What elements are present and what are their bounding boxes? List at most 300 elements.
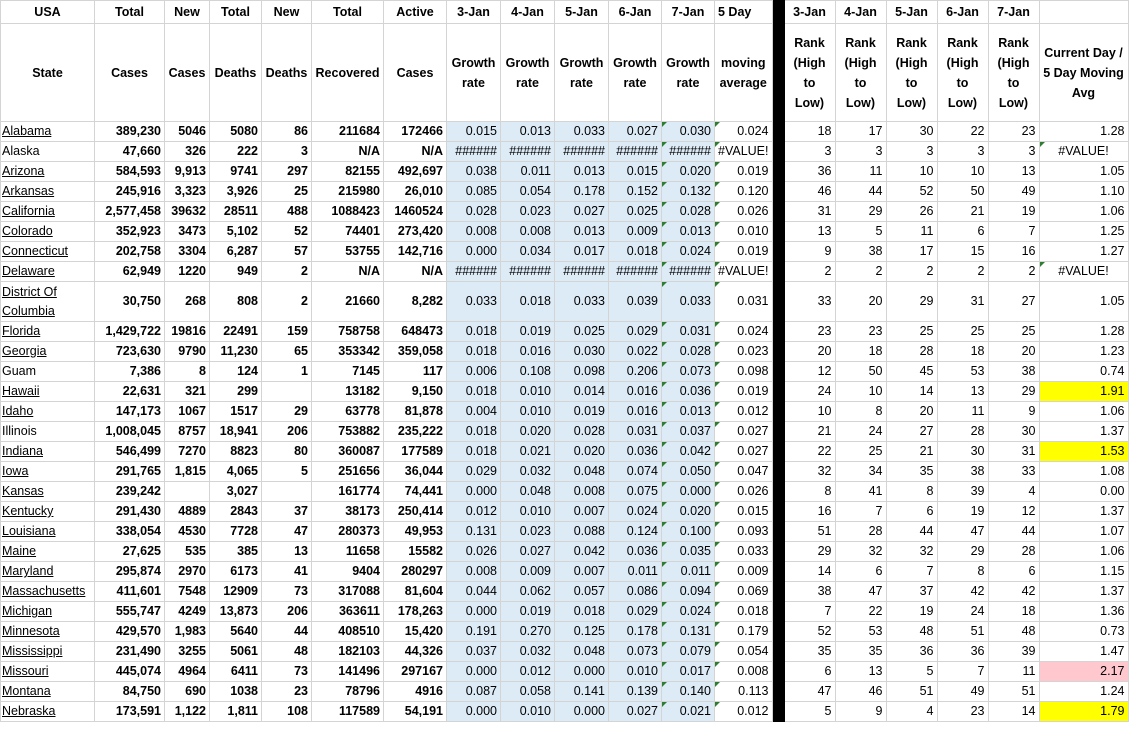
growth-rate-cell[interactable]: 0.011 bbox=[662, 562, 715, 582]
growth-rate-cell[interactable]: 0.013 bbox=[555, 222, 609, 242]
new-deaths-cell[interactable] bbox=[262, 382, 312, 402]
recovered-cell[interactable]: 753882 bbox=[312, 422, 384, 442]
rank-cell[interactable]: 23 bbox=[835, 322, 886, 342]
new-cases-cell[interactable]: 2970 bbox=[165, 562, 210, 582]
current-day-ratio-cell[interactable]: 1.06 bbox=[1039, 202, 1128, 222]
recovered-cell[interactable]: 215980 bbox=[312, 182, 384, 202]
rank-cell[interactable]: 10 bbox=[937, 162, 988, 182]
total-deaths-cell[interactable]: 1,811 bbox=[210, 702, 262, 722]
growth-rate-cell[interactable]: 0.124 bbox=[609, 522, 662, 542]
growth-rate-cell[interactable]: 0.088 bbox=[555, 522, 609, 542]
rank-cell[interactable]: 17 bbox=[835, 122, 886, 142]
header-bottom-cell[interactable]: Rank (High to Low) bbox=[886, 24, 937, 122]
growth-rate-cell[interactable]: 0.022 bbox=[609, 342, 662, 362]
active-cases-cell[interactable]: 273,420 bbox=[384, 222, 447, 242]
recovered-cell[interactable]: 38173 bbox=[312, 502, 384, 522]
recovered-cell[interactable]: 53755 bbox=[312, 242, 384, 262]
rank-cell[interactable]: 51 bbox=[784, 522, 835, 542]
active-cases-cell[interactable]: 648473 bbox=[384, 322, 447, 342]
rank-cell[interactable]: 23 bbox=[937, 702, 988, 722]
growth-rate-cell[interactable]: 0.033 bbox=[555, 122, 609, 142]
new-deaths-cell[interactable]: 297 bbox=[262, 162, 312, 182]
new-cases-cell[interactable]: 19816 bbox=[165, 322, 210, 342]
header-bottom-cell[interactable]: Rank (High to Low) bbox=[988, 24, 1039, 122]
total-cases-cell[interactable]: 291,430 bbox=[95, 502, 165, 522]
growth-rate-cell[interactable]: 0.206 bbox=[609, 362, 662, 382]
recovered-cell[interactable]: 317088 bbox=[312, 582, 384, 602]
rank-cell[interactable]: 6 bbox=[835, 562, 886, 582]
rank-cell[interactable]: 9 bbox=[784, 242, 835, 262]
new-deaths-cell[interactable]: 2 bbox=[262, 282, 312, 322]
new-cases-cell[interactable]: 4249 bbox=[165, 602, 210, 622]
growth-rate-cell[interactable]: 0.042 bbox=[662, 442, 715, 462]
rank-cell[interactable]: 29 bbox=[988, 382, 1039, 402]
active-cases-cell[interactable]: 280297 bbox=[384, 562, 447, 582]
growth-rate-cell[interactable]: 0.131 bbox=[662, 622, 715, 642]
new-cases-cell[interactable]: 7548 bbox=[165, 582, 210, 602]
total-deaths-cell[interactable]: 28511 bbox=[210, 202, 262, 222]
growth-rate-cell[interactable]: 0.017 bbox=[555, 242, 609, 262]
growth-rate-cell[interactable]: 0.025 bbox=[555, 322, 609, 342]
active-cases-cell[interactable]: 235,222 bbox=[384, 422, 447, 442]
rank-cell[interactable]: 20 bbox=[784, 342, 835, 362]
growth-rate-cell[interactable]: 0.018 bbox=[501, 282, 555, 322]
current-day-ratio-cell[interactable]: #VALUE! bbox=[1039, 142, 1128, 162]
growth-rate-cell[interactable]: 0.050 bbox=[662, 462, 715, 482]
moving-average-cell[interactable]: #VALUE! bbox=[715, 142, 773, 162]
growth-rate-cell[interactable]: 0.000 bbox=[555, 702, 609, 722]
growth-rate-cell[interactable]: 0.125 bbox=[555, 622, 609, 642]
new-deaths-cell[interactable]: 57 bbox=[262, 242, 312, 262]
header-top-cell[interactable]: USA bbox=[1, 1, 95, 24]
rank-cell[interactable]: 12 bbox=[784, 362, 835, 382]
active-cases-cell[interactable]: 142,716 bbox=[384, 242, 447, 262]
total-deaths-cell[interactable]: 6411 bbox=[210, 662, 262, 682]
growth-rate-cell[interactable]: 0.008 bbox=[501, 222, 555, 242]
new-deaths-cell[interactable]: 29 bbox=[262, 402, 312, 422]
total-cases-cell[interactable]: 291,765 bbox=[95, 462, 165, 482]
new-cases-cell[interactable]: 1,122 bbox=[165, 702, 210, 722]
header-top-cell[interactable]: 4-Jan bbox=[501, 1, 555, 24]
rank-cell[interactable]: 35 bbox=[835, 642, 886, 662]
state-link[interactable]: Michigan bbox=[1, 602, 95, 622]
rank-cell[interactable]: 25 bbox=[937, 322, 988, 342]
total-cases-cell[interactable]: 411,601 bbox=[95, 582, 165, 602]
header-bottom-cell[interactable]: Growth rate bbox=[501, 24, 555, 122]
growth-rate-cell[interactable]: 0.027 bbox=[609, 702, 662, 722]
rank-cell[interactable]: 28 bbox=[835, 522, 886, 542]
growth-rate-cell[interactable]: 0.018 bbox=[447, 322, 501, 342]
growth-rate-cell[interactable]: 0.030 bbox=[555, 342, 609, 362]
total-cases-cell[interactable]: 147,173 bbox=[95, 402, 165, 422]
moving-average-cell[interactable]: 0.009 bbox=[715, 562, 773, 582]
header-top-cell[interactable]: New bbox=[165, 1, 210, 24]
total-deaths-cell[interactable]: 124 bbox=[210, 362, 262, 382]
rank-cell[interactable]: 2 bbox=[886, 262, 937, 282]
growth-rate-cell[interactable]: 0.010 bbox=[501, 402, 555, 422]
active-cases-cell[interactable]: 49,953 bbox=[384, 522, 447, 542]
active-cases-cell[interactable]: 26,010 bbox=[384, 182, 447, 202]
rank-cell[interactable]: 2 bbox=[937, 262, 988, 282]
growth-rate-cell[interactable]: 0.009 bbox=[501, 562, 555, 582]
new-cases-cell[interactable]: 4964 bbox=[165, 662, 210, 682]
total-cases-cell[interactable]: 202,758 bbox=[95, 242, 165, 262]
recovered-cell[interactable]: 13182 bbox=[312, 382, 384, 402]
moving-average-cell[interactable]: 0.113 bbox=[715, 682, 773, 702]
state-link[interactable]: Colorado bbox=[1, 222, 95, 242]
rank-cell[interactable]: 5 bbox=[784, 702, 835, 722]
growth-rate-cell[interactable]: 0.027 bbox=[609, 122, 662, 142]
header-bottom-cell[interactable]: Growth rate bbox=[555, 24, 609, 122]
growth-rate-cell[interactable]: ###### bbox=[609, 142, 662, 162]
growth-rate-cell[interactable]: 0.030 bbox=[662, 122, 715, 142]
rank-cell[interactable]: 28 bbox=[937, 422, 988, 442]
growth-rate-cell[interactable]: 0.013 bbox=[555, 162, 609, 182]
rank-cell[interactable]: 16 bbox=[988, 242, 1039, 262]
rank-cell[interactable]: 28 bbox=[988, 542, 1039, 562]
total-cases-cell[interactable]: 584,593 bbox=[95, 162, 165, 182]
rank-cell[interactable]: 26 bbox=[886, 202, 937, 222]
recovered-cell[interactable]: N/A bbox=[312, 262, 384, 282]
state-link[interactable]: Indiana bbox=[1, 442, 95, 462]
rank-cell[interactable]: 25 bbox=[886, 322, 937, 342]
total-deaths-cell[interactable]: 5061 bbox=[210, 642, 262, 662]
growth-rate-cell[interactable]: 0.028 bbox=[555, 422, 609, 442]
rank-cell[interactable]: 33 bbox=[784, 282, 835, 322]
rank-cell[interactable]: 47 bbox=[937, 522, 988, 542]
rank-cell[interactable]: 8 bbox=[835, 402, 886, 422]
active-cases-cell[interactable]: 9,150 bbox=[384, 382, 447, 402]
current-day-ratio-cell[interactable]: 1.24 bbox=[1039, 682, 1128, 702]
new-cases-cell[interactable]: 3473 bbox=[165, 222, 210, 242]
growth-rate-cell[interactable]: 0.000 bbox=[447, 482, 501, 502]
growth-rate-cell[interactable]: 0.073 bbox=[662, 362, 715, 382]
total-deaths-cell[interactable]: 222 bbox=[210, 142, 262, 162]
rank-cell[interactable]: 13 bbox=[937, 382, 988, 402]
rank-cell[interactable]: 18 bbox=[988, 602, 1039, 622]
new-cases-cell[interactable]: 3255 bbox=[165, 642, 210, 662]
rank-cell[interactable]: 6 bbox=[988, 562, 1039, 582]
total-cases-cell[interactable]: 231,490 bbox=[95, 642, 165, 662]
rank-cell[interactable]: 36 bbox=[886, 642, 937, 662]
rank-cell[interactable]: 10 bbox=[835, 382, 886, 402]
total-cases-cell[interactable]: 429,570 bbox=[95, 622, 165, 642]
rank-cell[interactable]: 20 bbox=[988, 342, 1039, 362]
rank-cell[interactable]: 42 bbox=[937, 582, 988, 602]
growth-rate-cell[interactable]: 0.048 bbox=[555, 642, 609, 662]
growth-rate-cell[interactable]: 0.048 bbox=[501, 482, 555, 502]
moving-average-cell[interactable]: 0.026 bbox=[715, 202, 773, 222]
recovered-cell[interactable]: 363611 bbox=[312, 602, 384, 622]
total-cases-cell[interactable]: 62,949 bbox=[95, 262, 165, 282]
total-deaths-cell[interactable]: 6,287 bbox=[210, 242, 262, 262]
new-deaths-cell[interactable]: 41 bbox=[262, 562, 312, 582]
moving-average-cell[interactable]: 0.018 bbox=[715, 602, 773, 622]
new-deaths-cell[interactable]: 206 bbox=[262, 602, 312, 622]
rank-cell[interactable]: 20 bbox=[886, 402, 937, 422]
growth-rate-cell[interactable]: 0.018 bbox=[609, 242, 662, 262]
growth-rate-cell[interactable]: 0.033 bbox=[662, 282, 715, 322]
new-deaths-cell[interactable]: 1 bbox=[262, 362, 312, 382]
moving-average-cell[interactable]: 0.008 bbox=[715, 662, 773, 682]
recovered-cell[interactable]: 141496 bbox=[312, 662, 384, 682]
rank-cell[interactable]: 6 bbox=[886, 502, 937, 522]
state-link[interactable]: Iowa bbox=[1, 462, 95, 482]
recovered-cell[interactable]: 161774 bbox=[312, 482, 384, 502]
header-bottom-cell[interactable]: Rank (High to Low) bbox=[937, 24, 988, 122]
state-link[interactable]: Mississippi bbox=[1, 642, 95, 662]
moving-average-cell[interactable]: 0.024 bbox=[715, 122, 773, 142]
total-deaths-cell[interactable]: 808 bbox=[210, 282, 262, 322]
rank-cell[interactable]: 3 bbox=[988, 142, 1039, 162]
state-link[interactable]: Connecticut bbox=[1, 242, 95, 262]
new-deaths-cell[interactable]: 73 bbox=[262, 662, 312, 682]
rank-cell[interactable]: 23 bbox=[988, 122, 1039, 142]
growth-rate-cell[interactable]: 0.010 bbox=[609, 662, 662, 682]
rank-cell[interactable]: 33 bbox=[988, 462, 1039, 482]
header-bottom-cell[interactable]: Cases bbox=[384, 24, 447, 122]
growth-rate-cell[interactable]: 0.087 bbox=[447, 682, 501, 702]
state-link[interactable]: Arkansas bbox=[1, 182, 95, 202]
state-link[interactable]: Maine bbox=[1, 542, 95, 562]
growth-rate-cell[interactable]: 0.037 bbox=[447, 642, 501, 662]
rank-cell[interactable]: 53 bbox=[937, 362, 988, 382]
growth-rate-cell[interactable]: 0.191 bbox=[447, 622, 501, 642]
header-top-cell[interactable]: Active bbox=[384, 1, 447, 24]
state-link[interactable]: Florida bbox=[1, 322, 95, 342]
rank-cell[interactable]: 27 bbox=[886, 422, 937, 442]
growth-rate-cell[interactable]: 0.008 bbox=[447, 222, 501, 242]
rank-cell[interactable]: 47 bbox=[784, 682, 835, 702]
total-deaths-cell[interactable]: 3,027 bbox=[210, 482, 262, 502]
rank-cell[interactable]: 37 bbox=[886, 582, 937, 602]
rank-cell[interactable]: 45 bbox=[886, 362, 937, 382]
rank-cell[interactable]: 4 bbox=[886, 702, 937, 722]
growth-rate-cell[interactable]: 0.131 bbox=[447, 522, 501, 542]
current-day-ratio-cell[interactable]: 2.17 bbox=[1039, 662, 1128, 682]
state-link[interactable]: Kansas bbox=[1, 482, 95, 502]
rank-cell[interactable]: 24 bbox=[835, 422, 886, 442]
current-day-ratio-cell[interactable]: #VALUE! bbox=[1039, 262, 1128, 282]
new-deaths-cell[interactable]: 73 bbox=[262, 582, 312, 602]
rank-cell[interactable]: 51 bbox=[988, 682, 1039, 702]
current-day-ratio-cell[interactable]: 1.10 bbox=[1039, 182, 1128, 202]
new-deaths-cell[interactable]: 80 bbox=[262, 442, 312, 462]
moving-average-cell[interactable]: 0.069 bbox=[715, 582, 773, 602]
header-bottom-cell[interactable]: Growth rate bbox=[662, 24, 715, 122]
growth-rate-cell[interactable]: 0.029 bbox=[609, 602, 662, 622]
rank-cell[interactable]: 22 bbox=[937, 122, 988, 142]
growth-rate-cell[interactable]: 0.029 bbox=[609, 322, 662, 342]
growth-rate-cell[interactable]: 0.036 bbox=[609, 442, 662, 462]
growth-rate-cell[interactable]: 0.016 bbox=[501, 342, 555, 362]
header-top-cell[interactable]: 3-Jan bbox=[784, 1, 835, 24]
rank-cell[interactable]: 25 bbox=[988, 322, 1039, 342]
new-cases-cell[interactable]: 1,815 bbox=[165, 462, 210, 482]
current-day-ratio-cell[interactable]: 1.05 bbox=[1039, 282, 1128, 322]
moving-average-cell[interactable]: 0.026 bbox=[715, 482, 773, 502]
growth-rate-cell[interactable]: 0.006 bbox=[447, 362, 501, 382]
active-cases-cell[interactable]: 81,604 bbox=[384, 582, 447, 602]
rank-cell[interactable]: 4 bbox=[988, 482, 1039, 502]
new-cases-cell[interactable]: 1220 bbox=[165, 262, 210, 282]
rank-cell[interactable]: 16 bbox=[784, 502, 835, 522]
rank-cell[interactable]: 5 bbox=[835, 222, 886, 242]
growth-rate-cell[interactable]: 0.079 bbox=[662, 642, 715, 662]
rank-cell[interactable]: 18 bbox=[937, 342, 988, 362]
state-link[interactable]: Georgia bbox=[1, 342, 95, 362]
growth-rate-cell[interactable]: 0.028 bbox=[447, 202, 501, 222]
growth-rate-cell[interactable]: 0.008 bbox=[555, 482, 609, 502]
moving-average-cell[interactable]: 0.098 bbox=[715, 362, 773, 382]
total-deaths-cell[interactable]: 7728 bbox=[210, 522, 262, 542]
rank-cell[interactable]: 21 bbox=[784, 422, 835, 442]
header-bottom-cell[interactable]: moving average bbox=[715, 24, 773, 122]
new-cases-cell[interactable]: 3,323 bbox=[165, 182, 210, 202]
moving-average-cell[interactable]: 0.054 bbox=[715, 642, 773, 662]
active-cases-cell[interactable]: 8,282 bbox=[384, 282, 447, 322]
growth-rate-cell[interactable]: 0.015 bbox=[447, 122, 501, 142]
active-cases-cell[interactable]: 117 bbox=[384, 362, 447, 382]
moving-average-cell[interactable]: 0.012 bbox=[715, 702, 773, 722]
rank-cell[interactable]: 29 bbox=[937, 542, 988, 562]
header-bottom-cell[interactable]: Recovered bbox=[312, 24, 384, 122]
new-cases-cell[interactable]: 326 bbox=[165, 142, 210, 162]
recovered-cell[interactable]: 758758 bbox=[312, 322, 384, 342]
rank-cell[interactable]: 28 bbox=[886, 342, 937, 362]
growth-rate-cell[interactable]: 0.075 bbox=[609, 482, 662, 502]
header-top-cell[interactable]: Total bbox=[210, 1, 262, 24]
growth-rate-cell[interactable]: 0.152 bbox=[609, 182, 662, 202]
rank-cell[interactable]: 32 bbox=[784, 462, 835, 482]
growth-rate-cell[interactable]: 0.024 bbox=[609, 502, 662, 522]
rank-cell[interactable]: 46 bbox=[835, 682, 886, 702]
current-day-ratio-cell[interactable]: 1.37 bbox=[1039, 502, 1128, 522]
state-link[interactable]: California bbox=[1, 202, 95, 222]
rank-cell[interactable]: 3 bbox=[784, 142, 835, 162]
state-link[interactable]: Nebraska bbox=[1, 702, 95, 722]
rank-cell[interactable]: 52 bbox=[886, 182, 937, 202]
header-bottom-cell[interactable]: Cases bbox=[95, 24, 165, 122]
growth-rate-cell[interactable]: 0.018 bbox=[555, 602, 609, 622]
header-bottom-cell[interactable]: Rank (High to Low) bbox=[784, 24, 835, 122]
current-day-ratio-cell[interactable]: 0.73 bbox=[1039, 622, 1128, 642]
header-top-cell[interactable] bbox=[1039, 1, 1128, 24]
rank-cell[interactable]: 30 bbox=[937, 442, 988, 462]
growth-rate-cell[interactable]: ###### bbox=[447, 262, 501, 282]
new-deaths-cell[interactable]: 25 bbox=[262, 182, 312, 202]
growth-rate-cell[interactable]: 0.010 bbox=[501, 502, 555, 522]
header-top-cell[interactable]: 5-Jan bbox=[555, 1, 609, 24]
new-deaths-cell[interactable]: 108 bbox=[262, 702, 312, 722]
rank-cell[interactable]: 47 bbox=[835, 582, 886, 602]
growth-rate-cell[interactable]: 0.018 bbox=[447, 342, 501, 362]
active-cases-cell[interactable]: 492,697 bbox=[384, 162, 447, 182]
total-deaths-cell[interactable]: 18,941 bbox=[210, 422, 262, 442]
growth-rate-cell[interactable]: 0.013 bbox=[662, 402, 715, 422]
rank-cell[interactable]: 9 bbox=[988, 402, 1039, 422]
rank-cell[interactable]: 6 bbox=[784, 662, 835, 682]
moving-average-cell[interactable]: 0.015 bbox=[715, 502, 773, 522]
new-deaths-cell[interactable]: 159 bbox=[262, 322, 312, 342]
growth-rate-cell[interactable]: 0.020 bbox=[501, 422, 555, 442]
recovered-cell[interactable]: 7145 bbox=[312, 362, 384, 382]
new-cases-cell[interactable]: 4530 bbox=[165, 522, 210, 542]
header-bottom-cell[interactable]: Cases bbox=[165, 24, 210, 122]
new-deaths-cell[interactable]: 488 bbox=[262, 202, 312, 222]
current-day-ratio-cell[interactable]: 1.23 bbox=[1039, 342, 1128, 362]
growth-rate-cell[interactable]: 0.000 bbox=[662, 482, 715, 502]
rank-cell[interactable]: 14 bbox=[784, 562, 835, 582]
state-link[interactable]: Minnesota bbox=[1, 622, 95, 642]
rank-cell[interactable]: 30 bbox=[886, 122, 937, 142]
growth-rate-cell[interactable]: 0.019 bbox=[501, 602, 555, 622]
moving-average-cell[interactable]: 0.027 bbox=[715, 422, 773, 442]
rank-cell[interactable]: 50 bbox=[835, 362, 886, 382]
total-cases-cell[interactable]: 1,429,722 bbox=[95, 322, 165, 342]
growth-rate-cell[interactable]: 0.028 bbox=[662, 342, 715, 362]
growth-rate-cell[interactable]: 0.074 bbox=[609, 462, 662, 482]
header-top-cell[interactable]: 3-Jan bbox=[447, 1, 501, 24]
growth-rate-cell[interactable]: ###### bbox=[447, 142, 501, 162]
growth-rate-cell[interactable]: 0.100 bbox=[662, 522, 715, 542]
rank-cell[interactable]: 39 bbox=[937, 482, 988, 502]
rank-cell[interactable]: 29 bbox=[835, 202, 886, 222]
growth-rate-cell[interactable]: 0.014 bbox=[555, 382, 609, 402]
growth-rate-cell[interactable]: 0.000 bbox=[447, 602, 501, 622]
rank-cell[interactable]: 38 bbox=[937, 462, 988, 482]
active-cases-cell[interactable]: 74,441 bbox=[384, 482, 447, 502]
active-cases-cell[interactable]: N/A bbox=[384, 142, 447, 162]
rank-cell[interactable]: 25 bbox=[835, 442, 886, 462]
growth-rate-cell[interactable]: 0.098 bbox=[555, 362, 609, 382]
current-day-ratio-cell[interactable]: 1.37 bbox=[1039, 582, 1128, 602]
header-bottom-cell[interactable]: Growth rate bbox=[447, 24, 501, 122]
growth-rate-cell[interactable]: 0.026 bbox=[447, 542, 501, 562]
growth-rate-cell[interactable]: 0.000 bbox=[447, 662, 501, 682]
rank-cell[interactable]: 29 bbox=[784, 542, 835, 562]
rank-cell[interactable]: 18 bbox=[784, 122, 835, 142]
growth-rate-cell[interactable]: 0.016 bbox=[609, 382, 662, 402]
state-link[interactable]: Guam bbox=[1, 362, 95, 382]
active-cases-cell[interactable]: 54,191 bbox=[384, 702, 447, 722]
rank-cell[interactable]: 10 bbox=[886, 162, 937, 182]
growth-rate-cell[interactable]: 0.037 bbox=[662, 422, 715, 442]
rank-cell[interactable]: 24 bbox=[937, 602, 988, 622]
rank-cell[interactable]: 8 bbox=[886, 482, 937, 502]
rank-cell[interactable]: 15 bbox=[937, 242, 988, 262]
total-deaths-cell[interactable]: 2843 bbox=[210, 502, 262, 522]
recovered-cell[interactable]: 353342 bbox=[312, 342, 384, 362]
header-top-cell[interactable]: Total bbox=[95, 1, 165, 24]
rank-cell[interactable]: 3 bbox=[937, 142, 988, 162]
state-link[interactable]: Alaska bbox=[1, 142, 95, 162]
recovered-cell[interactable]: 251656 bbox=[312, 462, 384, 482]
growth-rate-cell[interactable]: 0.132 bbox=[662, 182, 715, 202]
rank-cell[interactable]: 11 bbox=[988, 662, 1039, 682]
growth-rate-cell[interactable]: 0.270 bbox=[501, 622, 555, 642]
current-day-ratio-cell[interactable]: 1.27 bbox=[1039, 242, 1128, 262]
rank-cell[interactable]: 32 bbox=[886, 542, 937, 562]
rank-cell[interactable]: 29 bbox=[886, 282, 937, 322]
rank-cell[interactable]: 14 bbox=[988, 702, 1039, 722]
growth-rate-cell[interactable]: 0.000 bbox=[447, 242, 501, 262]
moving-average-cell[interactable]: 0.093 bbox=[715, 522, 773, 542]
growth-rate-cell[interactable]: 0.028 bbox=[662, 202, 715, 222]
growth-rate-cell[interactable]: 0.108 bbox=[501, 362, 555, 382]
growth-rate-cell[interactable]: ###### bbox=[609, 262, 662, 282]
new-deaths-cell[interactable]: 47 bbox=[262, 522, 312, 542]
